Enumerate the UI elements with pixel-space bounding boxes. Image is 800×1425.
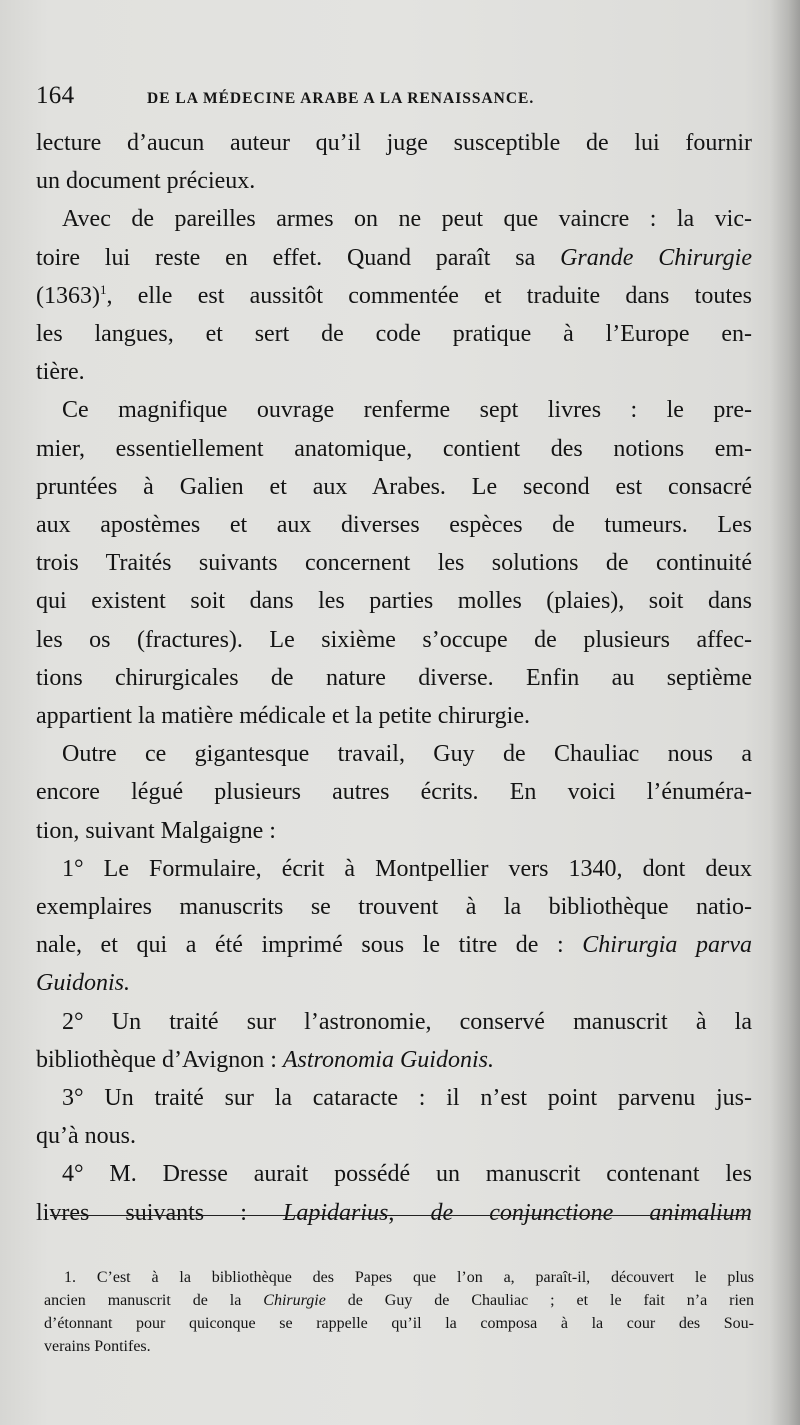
text-line bbox=[36, 277, 752, 315]
text-line: Ce magnifique ouvrage renferme sept livres : le pre- bbox=[62, 397, 752, 424]
italic-title: Guidonis. bbox=[36, 970, 131, 997]
text-line: exemplaires manuscrits se trouvent à la bibliothèque natio- bbox=[36, 894, 752, 921]
text-line: lecture d’aucun auteur qu’il juge susceptible de lui fournir bbox=[36, 130, 752, 156]
text-line: mier, essentiellement anatomique, contient des notions em- bbox=[36, 435, 752, 462]
footnote-rule bbox=[50, 1215, 750, 1216]
text-line: Outre ce gigantesque travail, Guy de Chauliac nous a bbox=[62, 741, 752, 768]
footnote bbox=[44, 1266, 754, 1358]
text-line: pruntées à Galien et aux Arabes. Le second est consacré bbox=[36, 473, 752, 500]
text-line: 3° Un traité sur la cataracte : il n’est point parvenu jus- bbox=[62, 1085, 752, 1112]
footnote-line bbox=[44, 1289, 754, 1312]
page-edge-shadow bbox=[770, 0, 800, 1425]
text-span: ancien manuscrit de la bbox=[44, 1292, 264, 1309]
text-line: tion, suivant Malgaigne : bbox=[36, 817, 276, 844]
body-text bbox=[36, 124, 752, 1232]
page-number: 164 bbox=[36, 82, 75, 109]
text-line bbox=[36, 926, 752, 964]
text-line: un document précieux. bbox=[36, 168, 256, 195]
footnote-marker: 1 bbox=[99, 281, 107, 297]
text-line: les langues, et sert de code pratique à l’Europe en- bbox=[36, 321, 752, 348]
text-span: livres suivants : bbox=[36, 1199, 283, 1226]
footnote-line: d’étonnant pour quiconque se rappelle qu’il la composa à la cour des Sou- bbox=[44, 1315, 754, 1332]
footnote-line: verains Pontifes. bbox=[44, 1338, 151, 1355]
text-line: 4° M. Dresse aurait possédé un manuscrit contenant les bbox=[62, 1161, 752, 1188]
text-line: encore légué plusieurs autres écrits. En voici l’énuméra- bbox=[36, 779, 752, 806]
footnote-line: 1. C’est à la bibliothèque des Papes que l’on a, paraît-il, découvert le plus bbox=[64, 1269, 754, 1286]
text-span: nale, et qui a été imprimé sous le titre de : bbox=[36, 932, 583, 959]
text-line: 1° Le Formulaire, écrit à Montpellier vers 1340, dont deux bbox=[62, 855, 752, 882]
text-line: trois Traités suivants concernent les solutions de continuité bbox=[36, 550, 752, 577]
text-line: tière. bbox=[36, 359, 85, 386]
text-line bbox=[36, 1041, 752, 1079]
text-span: bibliothèque d’Avignon : bbox=[36, 1046, 283, 1073]
text-span: toire lui reste en effet. Quand paraît sa bbox=[36, 244, 561, 271]
running-head: DE LA MÉDECINE ARABE A LA RENAISSANCE. bbox=[147, 90, 535, 107]
italic-title: Chirurgia parva bbox=[582, 932, 753, 959]
text-line: les os (fractures). Le sixième s’occupe de plusieurs affec- bbox=[36, 626, 752, 653]
text-line bbox=[36, 239, 752, 277]
italic-title: Grande Chirurgie bbox=[560, 244, 753, 271]
text-line bbox=[36, 964, 752, 1002]
text-line bbox=[36, 1194, 752, 1232]
text-span: de Guy de Chauliac ; et le fait n’a rien bbox=[325, 1292, 754, 1309]
text-line: aux apostèmes et aux diverses espèces de tumeurs. Les bbox=[36, 512, 752, 539]
text-span: (1363) bbox=[36, 282, 100, 309]
text-span: , elle est aussitôt commentée et traduite dans toutes bbox=[106, 282, 752, 309]
text-line: Avec de pareilles armes on ne peut que vaincre : la vic- bbox=[62, 206, 752, 233]
text-line: 2° Un traité sur l’astronomie, conservé manuscrit à la bbox=[62, 1008, 752, 1035]
text-line: appartient la matière médicale et la petite chirurgie. bbox=[36, 703, 530, 730]
text-line: tions chirurgicales de nature diverse. Enfin au septième bbox=[36, 664, 752, 691]
text-line: qui existent soit dans les parties molles (plaies), soit dans bbox=[36, 588, 752, 615]
page-header bbox=[36, 82, 756, 116]
italic-title: Lapidarius bbox=[283, 1199, 389, 1226]
text-line: qu’à nous. bbox=[36, 1123, 136, 1150]
italic-title: Chirurgie bbox=[263, 1292, 326, 1309]
italic-title: de conjunctione animalium bbox=[430, 1199, 753, 1226]
text-span: , bbox=[388, 1199, 431, 1226]
italic-title: Astronomia Guidonis. bbox=[282, 1046, 494, 1073]
